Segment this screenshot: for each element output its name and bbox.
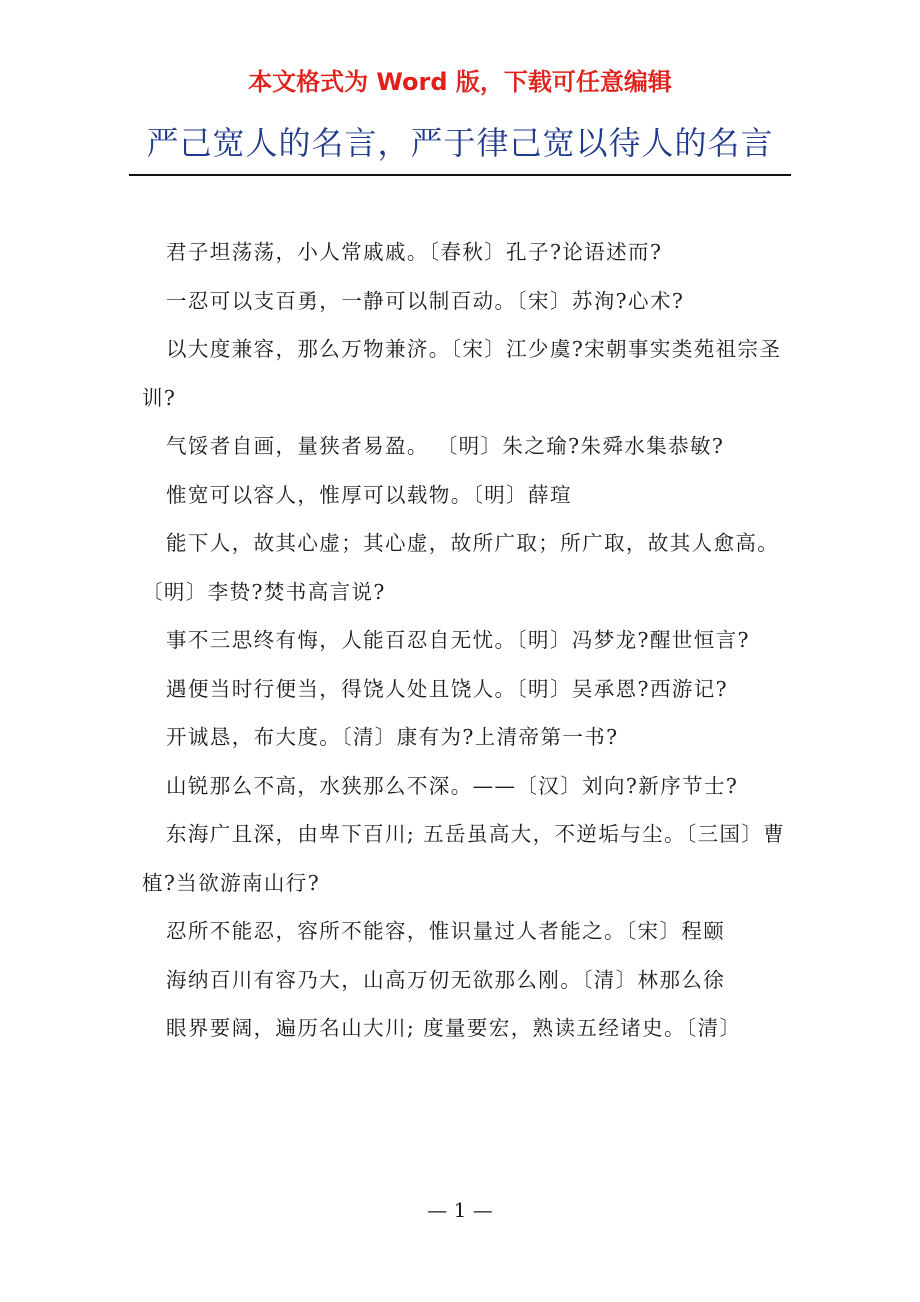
quote-paragraph: 开诚恳，布大度。〔清〕康有为?上清帝第一书? <box>166 725 619 749</box>
document-title: 严己宽人的名言，严于律己宽以待人的名言 <box>146 124 774 162</box>
quote-paragraph: 惟宽可以容人，惟厚可以载物。〔明〕薛瑄 <box>166 482 572 507</box>
quote-paragraph: 山锐那么不高，水狭那么不深。——〔汉〕刘向?新序节士? <box>166 773 739 798</box>
page-number: — 1 — <box>427 1198 493 1222</box>
title-divider <box>129 174 791 176</box>
quote-paragraph: 气馁者自画，量狭者易盈。 〔明〕朱之瑜?朱舜水集恭敏? <box>166 434 725 458</box>
quote-paragraph: 眼界要阔，遍历名山大川; 度量要宏，熟读五经诸史。〔清〕 <box>166 1016 742 1040</box>
quote-paragraph: 一忍可以支百勇，一静可以制百动。〔宋〕苏洵?心术? <box>166 288 685 313</box>
quote-paragraph: 遇便当时行便当，得饶人处且饶人。〔明〕吴承恩?西游记? <box>166 676 729 701</box>
quote-paragraph: 东海广且深，由卑下百川; 五岳虽高大，不逆垢与尘。〔三国〕曹植?当欲游南山行? <box>142 822 786 895</box>
quote-paragraph: 君子坦荡荡，小人常戚戚。〔春秋〕孔子?论语述而? <box>166 240 663 264</box>
quote-paragraph: 忍所不能忍，容所不能容，惟识量过人者能之。〔宋〕程颐 <box>166 919 726 943</box>
quote-list <box>142 228 796 1053</box>
quote-paragraph: 以大度兼容，那么万物兼济。〔宋〕江少虞?宋朝事实类苑祖宗圣训? <box>142 337 782 410</box>
quote-paragraph: 海纳百川有容乃大，山高万仞无欲那么刚。〔清〕林那么徐 <box>166 967 726 992</box>
quote-paragraph: 事不三思终有悔，人能百忍自无忧。〔明〕冯梦龙?醒世恒言? <box>166 628 750 652</box>
quote-paragraph: 能下人，故其心虚；其心虚，故所广取；所广取，故其人愈高。〔明〕李贽?焚书高言说? <box>142 531 780 604</box>
word-format-banner: 本文格式为 Word 版，下载可任意编辑 <box>248 68 672 96</box>
